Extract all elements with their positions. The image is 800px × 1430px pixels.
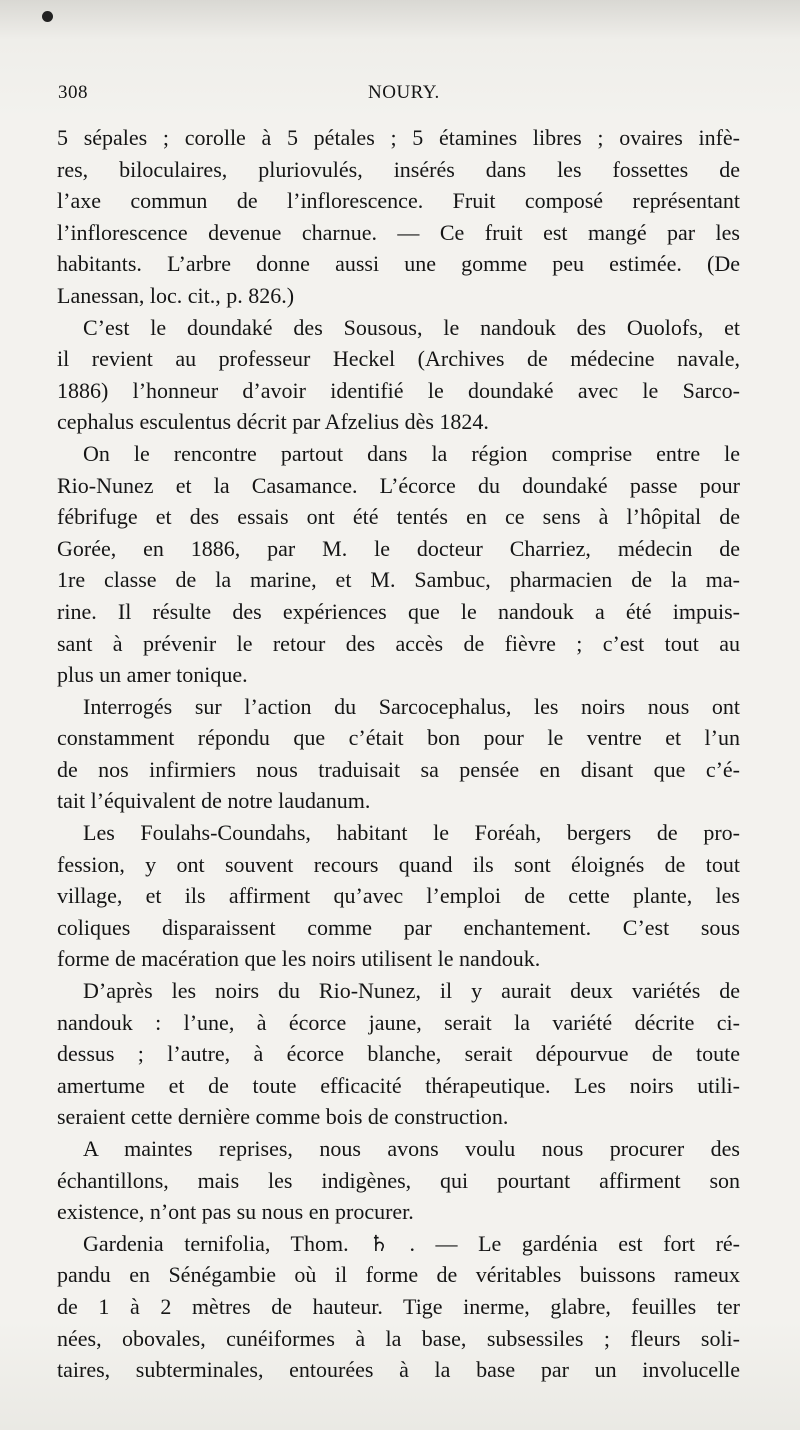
text-line: de 1 à 2 mètres de hauteur. Tige inerme, glabre, feuilles ter: [57, 1293, 740, 1319]
text-line: C’est le doundaké des Sousous, le nandouk des Ouolofs, et: [83, 314, 740, 340]
text-line: il revient au professeur Heckel (Archives de médecine navale,: [57, 346, 740, 372]
text-line: plus un amer tonique.: [57, 662, 248, 688]
text-line: Gorée, en 1886, par M. le docteur Charriez, médecin de: [57, 535, 740, 561]
text-line: res, biloculaires, pluriovulés, insérés dans les fossettes de: [57, 156, 740, 182]
text-line: A maintes reprises, nous avons voulu nous procurer des: [83, 1136, 740, 1161]
ink-spot: [42, 11, 53, 22]
text-line: coliques disparaissent comme par enchantement. C’est sous: [57, 914, 740, 940]
text-line: tait l’équivalent de notre laudanum.: [57, 788, 371, 814]
text-line: On le rencontre partout dans la région comprise entre le: [83, 440, 740, 466]
text-line: Lanessan, loc. cit., p. 826.): [57, 282, 295, 308]
text-line: rine. Il résulte des expériences que le nandouk a été impuis-: [57, 598, 740, 624]
text-line: échantillons, mais les indigènes, qui pourtant affirment son: [57, 1167, 740, 1193]
text-line: sant à prévenir le retour des accès de fièvre ; c’est tout au: [57, 630, 740, 656]
text-line: taires, subterminales, entourées à la base par un involucelle: [57, 1357, 740, 1383]
text-line: amertume et de toute efficacité thérapeutique. Les noirs utili-: [57, 1072, 740, 1098]
running-title: NOURY.: [368, 82, 440, 103]
page-number: 308: [58, 82, 88, 103]
text-line: existence, n’ont pas su nous en procurer.: [57, 1199, 414, 1225]
text-line: fébrifuge et des essais ont été tentés en ce sens à l’hôpital de: [57, 504, 740, 530]
text-line: Les Foulahs-Coundahs, habitant le Foréah, bergers de pro-: [83, 820, 740, 846]
text-line: dessus ; l’autre, à écorce blanche, serait dépourvue de toute: [57, 1041, 740, 1067]
text-line: nandouk : l’une, à écorce jaune, serait la variété décrite ci-: [57, 1009, 740, 1035]
text-line: Gardenia ternifolia, Thom. ♄ . — Le gardénia est fort ré-: [83, 1230, 740, 1256]
body-text: [57, 122, 740, 1386]
text-line: habitants. L’arbre donne aussi une gomme peu estimée. (De: [57, 251, 740, 277]
text-line: village, et ils affirment qu’avec l’emploi de cette plante, les: [57, 883, 740, 909]
text-line: seraient cette dernière comme bois de construction.: [57, 1104, 509, 1130]
text-line: Rio-Nunez et la Casamance. L’écorce du doundaké passe pour: [57, 472, 740, 498]
text-line: constamment répondu que c’était bon pour le ventre et l’un: [57, 725, 740, 751]
text-line: 5 sépales ; corolle à 5 pétales ; 5 étamines libres ; ovaires infè-: [57, 125, 740, 150]
text-line: 1re classe de la marine, et M. Sambuc, pharmacien de la ma-: [57, 567, 740, 593]
page-header: [58, 82, 748, 112]
text-line: cephalus esculentus décrit par Afzelius dès 1824.: [57, 409, 489, 435]
text-line: fession, y ont souvent recours quand ils sont éloignés de tout: [57, 851, 740, 877]
text-line: l’axe commun de l’inflorescence. Fruit composé représentant: [57, 188, 740, 214]
text-line: nées, obovales, cunéiformes à la base, subsessiles ; fleurs soli-: [57, 1325, 740, 1351]
text-line: 1886) l’honneur d’avoir identifié le doundaké avec le Sarco-: [57, 377, 740, 403]
text-line: Interrogés sur l’action du Sarcocephalus, les noirs nous ont: [83, 693, 740, 719]
text-line: D’après les noirs du Rio-Nunez, il y aurait deux variétés de: [83, 978, 740, 1004]
text-line: de nos infirmiers nous traduisait sa pensée en disant que c’é-: [57, 756, 740, 782]
text-line: pandu en Sénégambie où il forme de véritables buissons rameux: [57, 1262, 740, 1288]
text-line: l’inflorescence devenue charnue. — Ce fruit est mangé par les: [57, 219, 740, 245]
text-line: forme de macération que les noirs utilisent le nandouk.: [57, 946, 541, 972]
